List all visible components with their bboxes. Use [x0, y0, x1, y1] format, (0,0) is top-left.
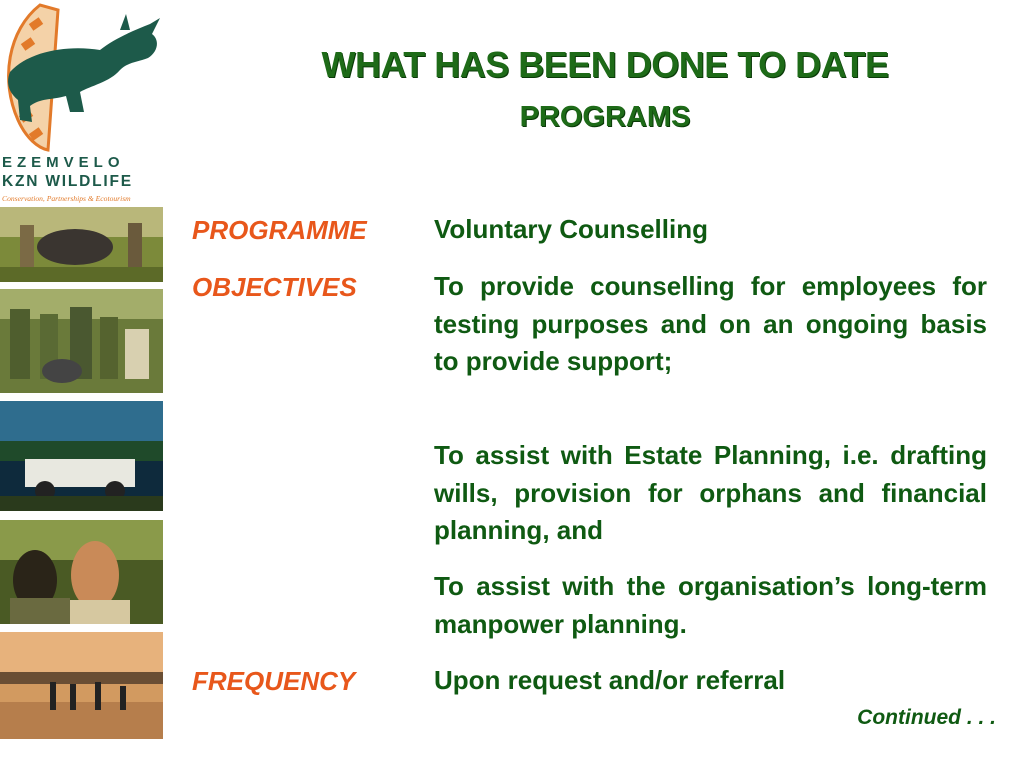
photo-rangers-group	[0, 289, 163, 393]
programme-label: PROGRAMME	[192, 215, 367, 245]
slide-title-block	[220, 42, 990, 136]
frequency-value: Upon request and/or referral	[434, 665, 786, 695]
photo-guides-binoculars	[0, 520, 163, 624]
logo-line2: KZN WILDLIFE	[2, 173, 133, 190]
frequency-label: FREQUENCY	[192, 666, 356, 696]
slide-subtitle: PROGRAMS	[519, 101, 691, 133]
objective-item: To assist with Estate Planning, i.e. drafting wills, provision for orphans and financial planning, and	[434, 440, 987, 545]
objective-item: To provide counselling for employees for testing purposes and on an ongoing basis to provide support;	[434, 271, 987, 376]
ezemvelo-logo	[0, 0, 170, 205]
slide-title: WHAT HAS BEEN DONE TO DATE	[321, 44, 889, 85]
photo-rhino-rangers	[0, 207, 163, 282]
objective-item: To assist with the organisation’s long-term manpower planning.	[434, 571, 987, 639]
continued-note: Continued . . .	[857, 706, 996, 729]
photo-game-vehicle	[0, 401, 163, 511]
logo-tagline: Conservation, Partnerships & Ecotourism	[2, 194, 131, 203]
logo-line1: EZEMVELO	[2, 154, 125, 171]
photo-river-walkers	[0, 632, 163, 739]
objectives-label: OBJECTIVES	[192, 272, 357, 302]
programme-value: Voluntary Counselling	[434, 214, 708, 244]
